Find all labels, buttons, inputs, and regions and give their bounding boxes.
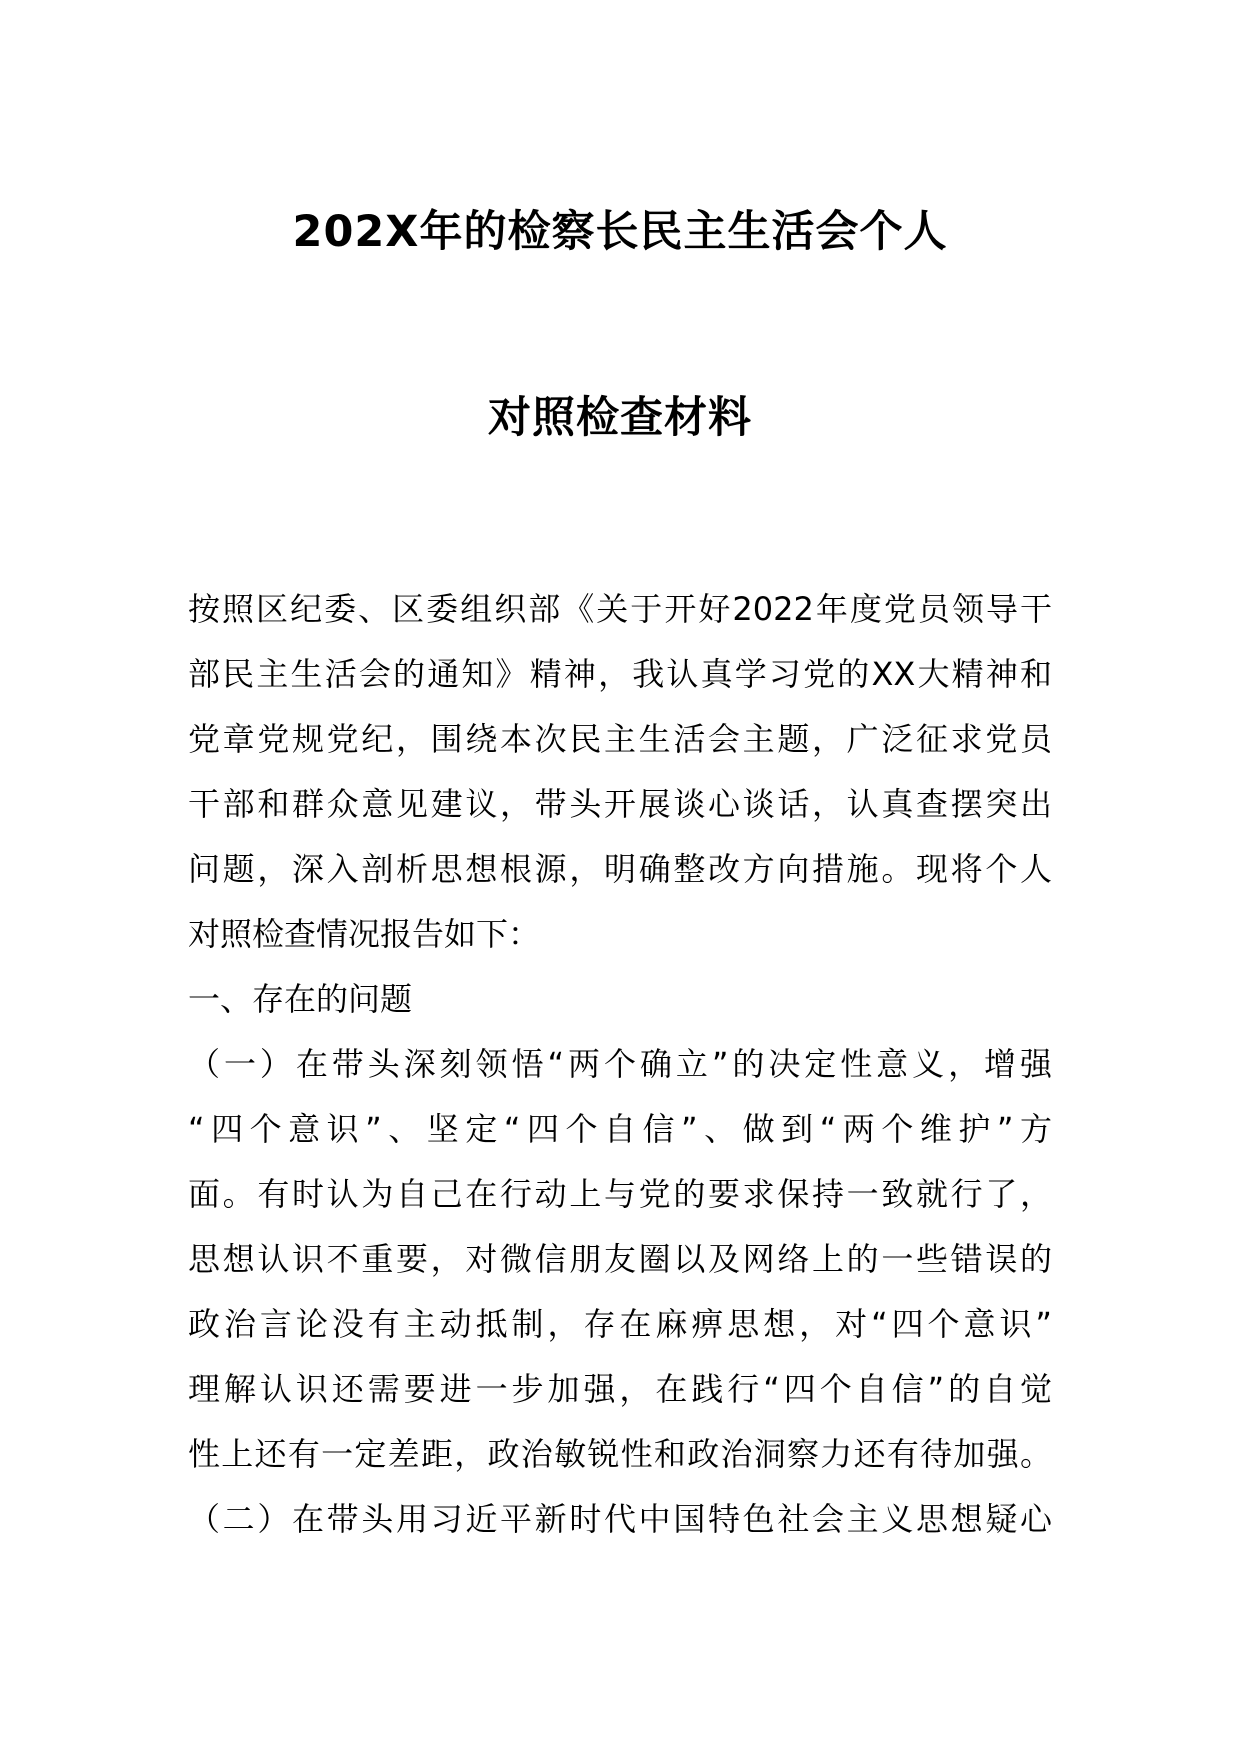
- document-title-line-2: 对照检查材料: [488, 393, 752, 443]
- body-text-line: 部民主生活会的通知》精神，我认真学习党的XX大精神和: [188, 655, 1052, 693]
- body-text-line: 党章党规党纪，围绕本次民主生活会主题，广泛征求党员: [188, 720, 1052, 758]
- body-text-line: 问题，深入剖析思想根源，明确整改方向措施。现将个人: [188, 850, 1052, 888]
- body-text-line: 理解认识还需要进一步加强，在践行“四个自信”的自觉: [188, 1370, 1052, 1408]
- body-text-line: “四个意识”、坚定“四个自信”、做到“两个维护”方: [188, 1110, 1052, 1148]
- body-text-line: （一）在带头深刻领悟“两个确立”的决定性意义，增强: [188, 1045, 1052, 1083]
- body-text-line: 一、存在的问题: [188, 980, 413, 1018]
- body-text-line: 面。有时认为自己在行动上与党的要求保持一致就行了，: [188, 1175, 1052, 1213]
- body-text-line: 按照区纪委、区委组织部《关于开好2022年度党员领导干: [188, 590, 1052, 628]
- body-text-line: 性上还有一定差距，政治敏锐性和政治洞察力还有待加强。: [188, 1435, 1052, 1473]
- body-text-line: 政治言论没有主动抵制，存在麻痹思想，对“四个意识”: [188, 1305, 1052, 1343]
- body-text-line: 思想认识不重要，对微信朋友圈以及网络上的一些错误的: [188, 1240, 1052, 1278]
- document-body: [188, 577, 1052, 1552]
- body-text-line: 对照检查情况报告如下：: [188, 915, 541, 953]
- body-text-line: （二）在带头用习近平新时代中国特色社会主义思想疑心: [188, 1500, 1052, 1538]
- body-text-line: 干部和群众意见建议，带头开展谈心谈话，认真查摆突出: [188, 785, 1052, 823]
- document-title-line-1: 202X年的检察长民主生活会个人: [292, 207, 948, 257]
